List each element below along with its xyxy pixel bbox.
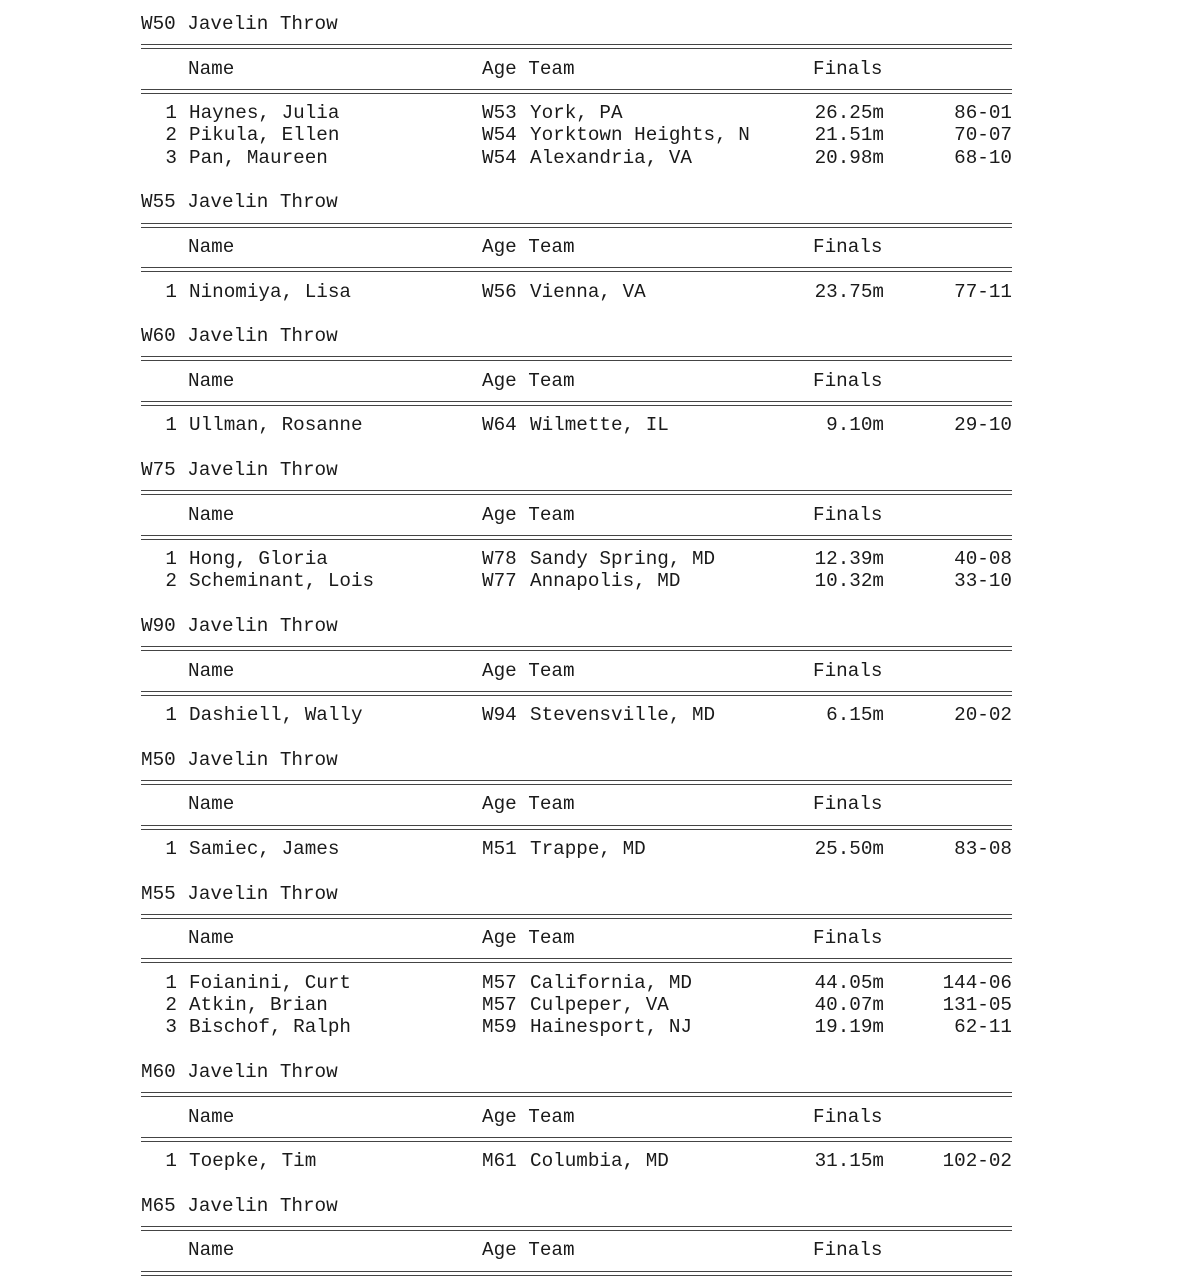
result-row: [141, 972, 1013, 994]
athlete-age: M57: [482, 994, 517, 1017]
mark-imperial: 77-11: [954, 280, 1012, 303]
mark-imperial: 144-06: [942, 971, 1012, 994]
athlete-age: M61: [482, 1150, 517, 1173]
athlete-team: Wilmette, IL: [530, 414, 669, 437]
result-row: [141, 1016, 1013, 1038]
header-name: Name: [188, 235, 235, 258]
header-finals: Finals: [813, 235, 883, 258]
event-section: [141, 883, 1013, 1061]
header-age-team: Age Team: [482, 235, 575, 258]
mark-imperial: 62-11: [954, 1016, 1012, 1039]
header-name: Name: [188, 503, 235, 526]
section-gap: [141, 303, 1013, 325]
header-finals: Finals: [813, 369, 883, 392]
header-name: Name: [188, 369, 235, 392]
result-row: [141, 102, 1013, 124]
athlete-age: W94: [482, 704, 517, 727]
double-rule: [141, 1083, 1013, 1105]
athlete-team: Yorktown Heights, N: [530, 124, 750, 147]
event-title: W55 Javelin Throw: [141, 191, 338, 214]
double-rule: [141, 637, 1013, 659]
athlete-team: Annapolis, MD: [530, 570, 681, 593]
column-header-row: [141, 370, 1013, 392]
mark-metric: 44.05m: [814, 971, 884, 994]
column-header-row: [141, 660, 1013, 682]
mark-metric: 12.39m: [814, 548, 884, 571]
mark-metric: 10.32m: [814, 570, 884, 593]
header-age-team: Age Team: [482, 369, 575, 392]
header-age-team: Age Team: [482, 927, 575, 950]
double-rule: [141, 771, 1013, 793]
athlete-age: W53: [482, 102, 517, 125]
athlete-name: Haynes, Julia: [189, 102, 340, 125]
athlete-age: M57: [482, 971, 517, 994]
athlete-age: M51: [482, 837, 517, 860]
result-place: 1: [165, 548, 177, 571]
double-rule: [141, 1217, 1013, 1239]
result-place: 1: [165, 704, 177, 727]
result-row: [141, 281, 1013, 303]
mark-metric: 31.15m: [814, 1150, 884, 1173]
double-rule: [141, 1128, 1013, 1150]
header-finals: Finals: [813, 503, 883, 526]
event-section: [141, 615, 1013, 749]
mark-imperial: 29-10: [954, 414, 1012, 437]
athlete-name: Scheminant, Lois: [189, 570, 375, 593]
athlete-name: Samiec, James: [189, 837, 340, 860]
event-title: M55 Javelin Throw: [141, 882, 338, 905]
column-header-row: [141, 236, 1013, 258]
athlete-name: Atkin, Brian: [189, 994, 328, 1017]
athlete-age: W54: [482, 146, 517, 169]
section-gap: [141, 1039, 1013, 1061]
header-name: Name: [188, 927, 235, 950]
result-place: 1: [165, 414, 177, 437]
athlete-team: Culpeper, VA: [530, 994, 669, 1017]
header-name: Name: [188, 793, 235, 816]
double-rule: [141, 392, 1013, 414]
result-place: 2: [165, 124, 177, 147]
header-finals: Finals: [813, 57, 883, 80]
event-title: W60 Javelin Throw: [141, 325, 338, 348]
athlete-name: Ullman, Rosanne: [189, 414, 363, 437]
double-rule: [141, 214, 1013, 236]
mark-metric: 6.15m: [826, 704, 884, 727]
mark-imperial: 40-08: [954, 548, 1012, 571]
athlete-name: Foianini, Curt: [189, 971, 351, 994]
section-gap: [141, 727, 1013, 749]
result-row: [141, 147, 1013, 169]
double-rule: [141, 1262, 1013, 1284]
result-place: 1: [165, 837, 177, 860]
column-header-row: [141, 1106, 1013, 1128]
double-rule: [141, 949, 1013, 971]
athlete-team: Stevensville, MD: [530, 704, 716, 727]
mark-metric: 40.07m: [814, 994, 884, 1017]
section-gap: [141, 437, 1013, 459]
athlete-team: Hainesport, NJ: [530, 1016, 692, 1039]
athlete-team: Trappe, MD: [530, 837, 646, 860]
mark-imperial: 68-10: [954, 146, 1012, 169]
mark-imperial: 83-08: [954, 837, 1012, 860]
event-title: W50 Javelin Throw: [141, 13, 338, 35]
result-row: [141, 570, 1013, 592]
result-place: 3: [165, 146, 177, 169]
column-header-row: [141, 1239, 1013, 1261]
result-place: 1: [165, 280, 177, 303]
column-header-row: [141, 58, 1013, 80]
header-name: Name: [188, 1105, 235, 1128]
header-finals: Finals: [813, 793, 883, 816]
mark-imperial: 102-02: [942, 1150, 1012, 1173]
athlete-team: Alexandria, VA: [530, 146, 692, 169]
event-title: M60 Javelin Throw: [141, 1060, 338, 1083]
athlete-team: Sandy Spring, MD: [530, 548, 716, 571]
mark-metric: 23.75m: [814, 280, 884, 303]
athlete-age: W78: [482, 548, 517, 571]
mark-imperial: 20-02: [954, 704, 1012, 727]
double-rule: [141, 35, 1013, 57]
mark-metric: 25.50m: [814, 837, 884, 860]
athlete-age: W56: [482, 280, 517, 303]
event-title: M65 Javelin Throw: [141, 1194, 338, 1217]
section-gap: [141, 1172, 1013, 1194]
header-name: Name: [188, 57, 235, 80]
event-section: [141, 749, 1013, 883]
double-rule: [141, 682, 1013, 704]
section-gap: [141, 593, 1013, 615]
result-place: 2: [165, 994, 177, 1017]
header-age-team: Age Team: [482, 57, 575, 80]
event-title: W75 Javelin Throw: [141, 458, 338, 481]
double-rule: [141, 258, 1013, 280]
mark-metric: 26.25m: [814, 102, 884, 125]
header-name: Name: [188, 1239, 235, 1262]
athlete-age: W64: [482, 414, 517, 437]
event-section: [141, 325, 1013, 459]
mark-imperial: 131-05: [942, 994, 1012, 1017]
header-finals: Finals: [813, 659, 883, 682]
athlete-name: Dashiell, Wally: [189, 704, 363, 727]
result-place: 1: [165, 971, 177, 994]
result-row: [141, 704, 1013, 726]
athlete-team: Columbia, MD: [530, 1150, 669, 1173]
double-rule: [141, 80, 1013, 102]
double-rule: [141, 905, 1013, 927]
column-header-row: [141, 927, 1013, 949]
event-section: [141, 1061, 1013, 1195]
athlete-team: York, PA: [530, 102, 623, 125]
mark-imperial: 70-07: [954, 124, 1012, 147]
mark-metric: 21.51m: [814, 124, 884, 147]
athlete-team: Vienna, VA: [530, 280, 646, 303]
athlete-age: W77: [482, 570, 517, 593]
mark-metric: 20.98m: [814, 146, 884, 169]
results-document: [141, 13, 1013, 1284]
header-age-team: Age Team: [482, 1105, 575, 1128]
mark-metric: 19.19m: [814, 1016, 884, 1039]
result-row: [141, 548, 1013, 570]
double-rule: [141, 481, 1013, 503]
section-gap: [141, 860, 1013, 882]
event-section: [141, 191, 1013, 325]
column-header-row: [141, 504, 1013, 526]
athlete-age: W54: [482, 124, 517, 147]
athlete-name: Toepke, Tim: [189, 1150, 317, 1173]
mark-imperial: 86-01: [954, 102, 1012, 125]
result-place: 1: [165, 1150, 177, 1173]
event-section: [141, 13, 1013, 191]
athlete-name: Pikula, Ellen: [189, 124, 340, 147]
athlete-name: Hong, Gloria: [189, 548, 328, 571]
event-title: W90 Javelin Throw: [141, 615, 338, 638]
result-row: [141, 1150, 1013, 1172]
result-row: [141, 414, 1013, 436]
double-rule: [141, 816, 1013, 838]
athlete-team: California, MD: [530, 971, 692, 994]
athlete-name: Bischof, Ralph: [189, 1016, 351, 1039]
event-section: [141, 459, 1013, 615]
event-title: M50 Javelin Throw: [141, 748, 338, 771]
header-age-team: Age Team: [482, 503, 575, 526]
mark-metric: 9.10m: [826, 414, 884, 437]
result-place: 2: [165, 570, 177, 593]
header-finals: Finals: [813, 1105, 883, 1128]
double-rule: [141, 347, 1013, 369]
result-row: [141, 994, 1013, 1016]
result-place: 1: [165, 102, 177, 125]
header-finals: Finals: [813, 927, 883, 950]
result-row: [141, 124, 1013, 146]
header-name: Name: [188, 659, 235, 682]
mark-imperial: 33-10: [954, 570, 1012, 593]
athlete-name: Pan, Maureen: [189, 146, 328, 169]
event-section: [141, 1195, 1013, 1284]
header-age-team: Age Team: [482, 659, 575, 682]
section-gap: [141, 169, 1013, 191]
double-rule: [141, 526, 1013, 548]
result-place: 3: [165, 1016, 177, 1039]
header-age-team: Age Team: [482, 1239, 575, 1262]
athlete-name: Ninomiya, Lisa: [189, 280, 351, 303]
header-finals: Finals: [813, 1239, 883, 1262]
result-row: [141, 838, 1013, 860]
header-age-team: Age Team: [482, 793, 575, 816]
athlete-age: M59: [482, 1016, 517, 1039]
column-header-row: [141, 793, 1013, 815]
